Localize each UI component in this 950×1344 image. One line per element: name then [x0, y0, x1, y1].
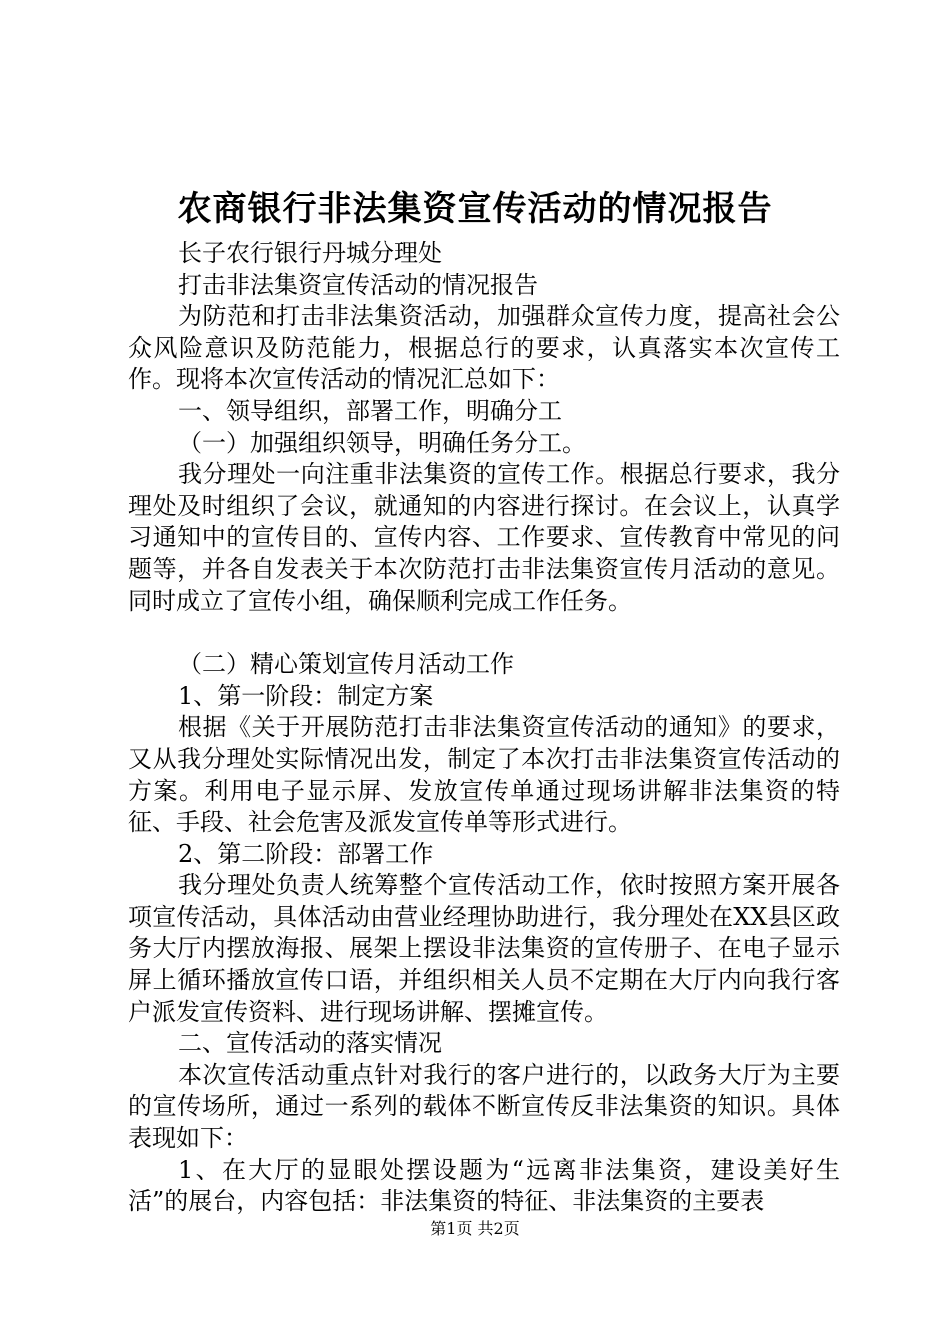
heading-stage-two: 2、第二阶段：部署工作: [178, 839, 434, 868]
heading-section-two: 二、宣传活动的落实情况: [178, 1029, 442, 1058]
document-body: [128, 238, 840, 1218]
heading-subsection-one: （一）加强组织领导，明确任务分工。: [178, 428, 586, 457]
page-number-footer: 第1页 共2页: [430, 1219, 520, 1238]
paragraph-implementation: 本次宣传活动重点针对我行的客户进行的，以政务大厅为主要的宣传场所，通过一系列的载体不断宣传反非法集资的知识。具体表现如下：: [128, 1060, 840, 1153]
heading-section-one: 一、领导组织，部署工作，明确分工: [178, 396, 562, 425]
heading-stage-one: 1、第一阶段：制定方案: [178, 681, 434, 710]
paragraph-report-subtitle: 打击非法集资宣传活动的情况报告: [178, 270, 538, 299]
document-title: 农商银行非法集资宣传活动的情况报告: [177, 189, 773, 229]
paragraph-organization: 我分理处一向注重非法集资的宣传工作。根据总行要求，我分理处及时组织了会议，就通知的内容进行探讨。在会议上，认真学习通知中的宣传目的、宣传内容、工作要求、宣传教育中常见的问题等，并各自发表关于本次防范打击非法集资宣传月活动的意见。同时成立了宣传小组，确保顺利完成工作任务。: [128, 460, 840, 615]
heading-subsection-two: （二）精心策划宣传月活动工作: [178, 650, 514, 679]
paragraph-introduction: 为防范和打击非法集资活动，加强群众宣传力度，提高社会公众风险意识及防范能力，根据总行的要求，认真落实本次宣传工作。现将本次宣传活动的情况汇总如下：: [128, 302, 840, 394]
paragraph-branch-name: 长子农行银行丹城分理处: [178, 239, 442, 267]
paragraph-item-one: 1、在大厅的显眼处摆设题为“远离非法集资，建设美好生活”的展台，内容包括：非法集资的特征、非法集资的主要表: [128, 1155, 840, 1216]
paragraph-stage-two: 我分理处负责人统筹整个宣传活动工作，依时按照方案开展各项宣传活动，具体活动由营业经理协助进行，我分理处在XX县区政务大厅内摆放海报、展架上摆设非法集资的宣传册子、在电子显示屏上循环播放宣传口语，并组织相关人员不定期在大厅内向我行客户派发宣传资料、进行现场讲解、摆摊宣传。: [128, 871, 840, 1026]
paragraph-stage-one: 根据《关于开展防范打击非法集资宣传活动的通知》的要求，又从我分理处实际情况出发，制定了本次打击非法集资宣传活动的方案。利用电子显示屏、发放宣传单通过现场讲解非法集资的特征、手段、社会危害及派发宣传单等形式进行。: [128, 713, 840, 837]
